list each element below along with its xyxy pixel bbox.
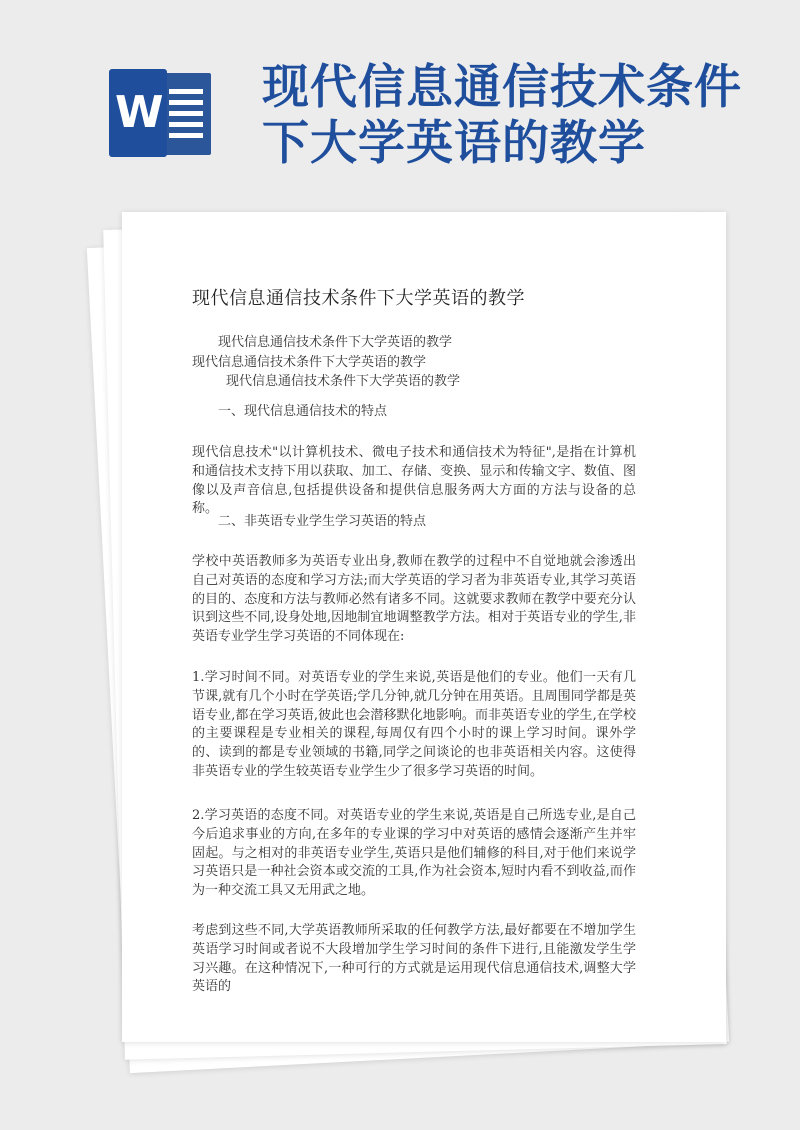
banner-title [262, 60, 782, 172]
paragraph-3: 1.学习时间不同。对英语专业的学生来说,英语是他们的专业。他们一天有几节课,就有几个小时在学英语;学几分钟,就几分钟在用英语。且周围同学都是英语专业,都在学习英语,彼此也会潜移默化地影响。而非英语专业的学生,在学校的主要课程是专业相关的课程,每周仅有四个小时的课上学习时间。课外学的、读到的都是专业领域的书籍,同学之间谈论的也非英语相关内容。这使得非英语专业的学生较英语专业学生少了很多学习英语的时间。 [192, 670, 636, 779]
document-title: 现代信息通信技术条件下大学英语的教学 [192, 288, 525, 309]
paragraph-5: 考虑到这些不同,大学英语教师所采取的任何教学方法,最好都要在不增加学生英语学习时间或者说不大段增加学生学习时间的条件下进行,且能激发学生学习兴趣。在这种情况下,一种可行的方式就是运用现代信息通信技术,调整大学英语的 [192, 923, 636, 995]
paragraph-4: 2.学习英语的态度不同。对英语专业的学生来说,英语是自己所选专业,是自己今后追求事业的方向,在多年的专业课的学习中对英语的感情会逐渐产生并牢固起。与之相对的非英语专业学生,英语只是他们辅修的科目,对于他们来说学习英语只是一种社会资本或交流的工具,作为社会资本,短时内看不到收益,而作为一种交流工具又无用武之地。 [192, 808, 636, 899]
section-heading-2: 二、非英语专业学生学习英语的特点 [218, 514, 427, 529]
word-logo [109, 69, 213, 157]
subtitle-line-1: 现代信息通信技术条件下大学英语的教学 [218, 335, 453, 350]
banner-title-line2: 下大学英语的教学 [262, 116, 646, 171]
paragraph-2: 学校中英语教师多为英语专业出身,教师在教学的过程中不自觉地就会渗透出自己对英语的态度和学习方法;而大学英语的学习者为非英语专业,其学习英语的目的、态度和方法与教师必然有诸多不同。这就要求教师在教学中要充分认识到这些不同,设身处地,因地制宜地调整教学方法。相对于英语专业的学生,非英语专业学生学习英语的不同体现在: [192, 554, 636, 645]
section-heading-1: 一、现代信息通信技术的特点 [218, 404, 388, 419]
subtitle-line-3: 现代信息通信技术条件下大学英语的教学 [226, 374, 461, 389]
subtitle-line-2: 现代信息通信技术条件下大学英语的教学 [192, 355, 427, 370]
document-page [122, 212, 726, 1042]
document-body [122, 212, 726, 1042]
paragraph-1: 现代信息技术"以计算机技术、微电子技术和通信技术为特征",是指在计算机和通信技术支持下用以获取、加工、存储、变换、显示和传输文字、数值、图像以及声音信息,包括提供设备和提供信息服务两大方面的方法与设备的总称。 [192, 445, 636, 517]
word-document-icon: W [109, 69, 167, 157]
banner-title-line1: 现代信息通信技术条件 [262, 60, 742, 115]
